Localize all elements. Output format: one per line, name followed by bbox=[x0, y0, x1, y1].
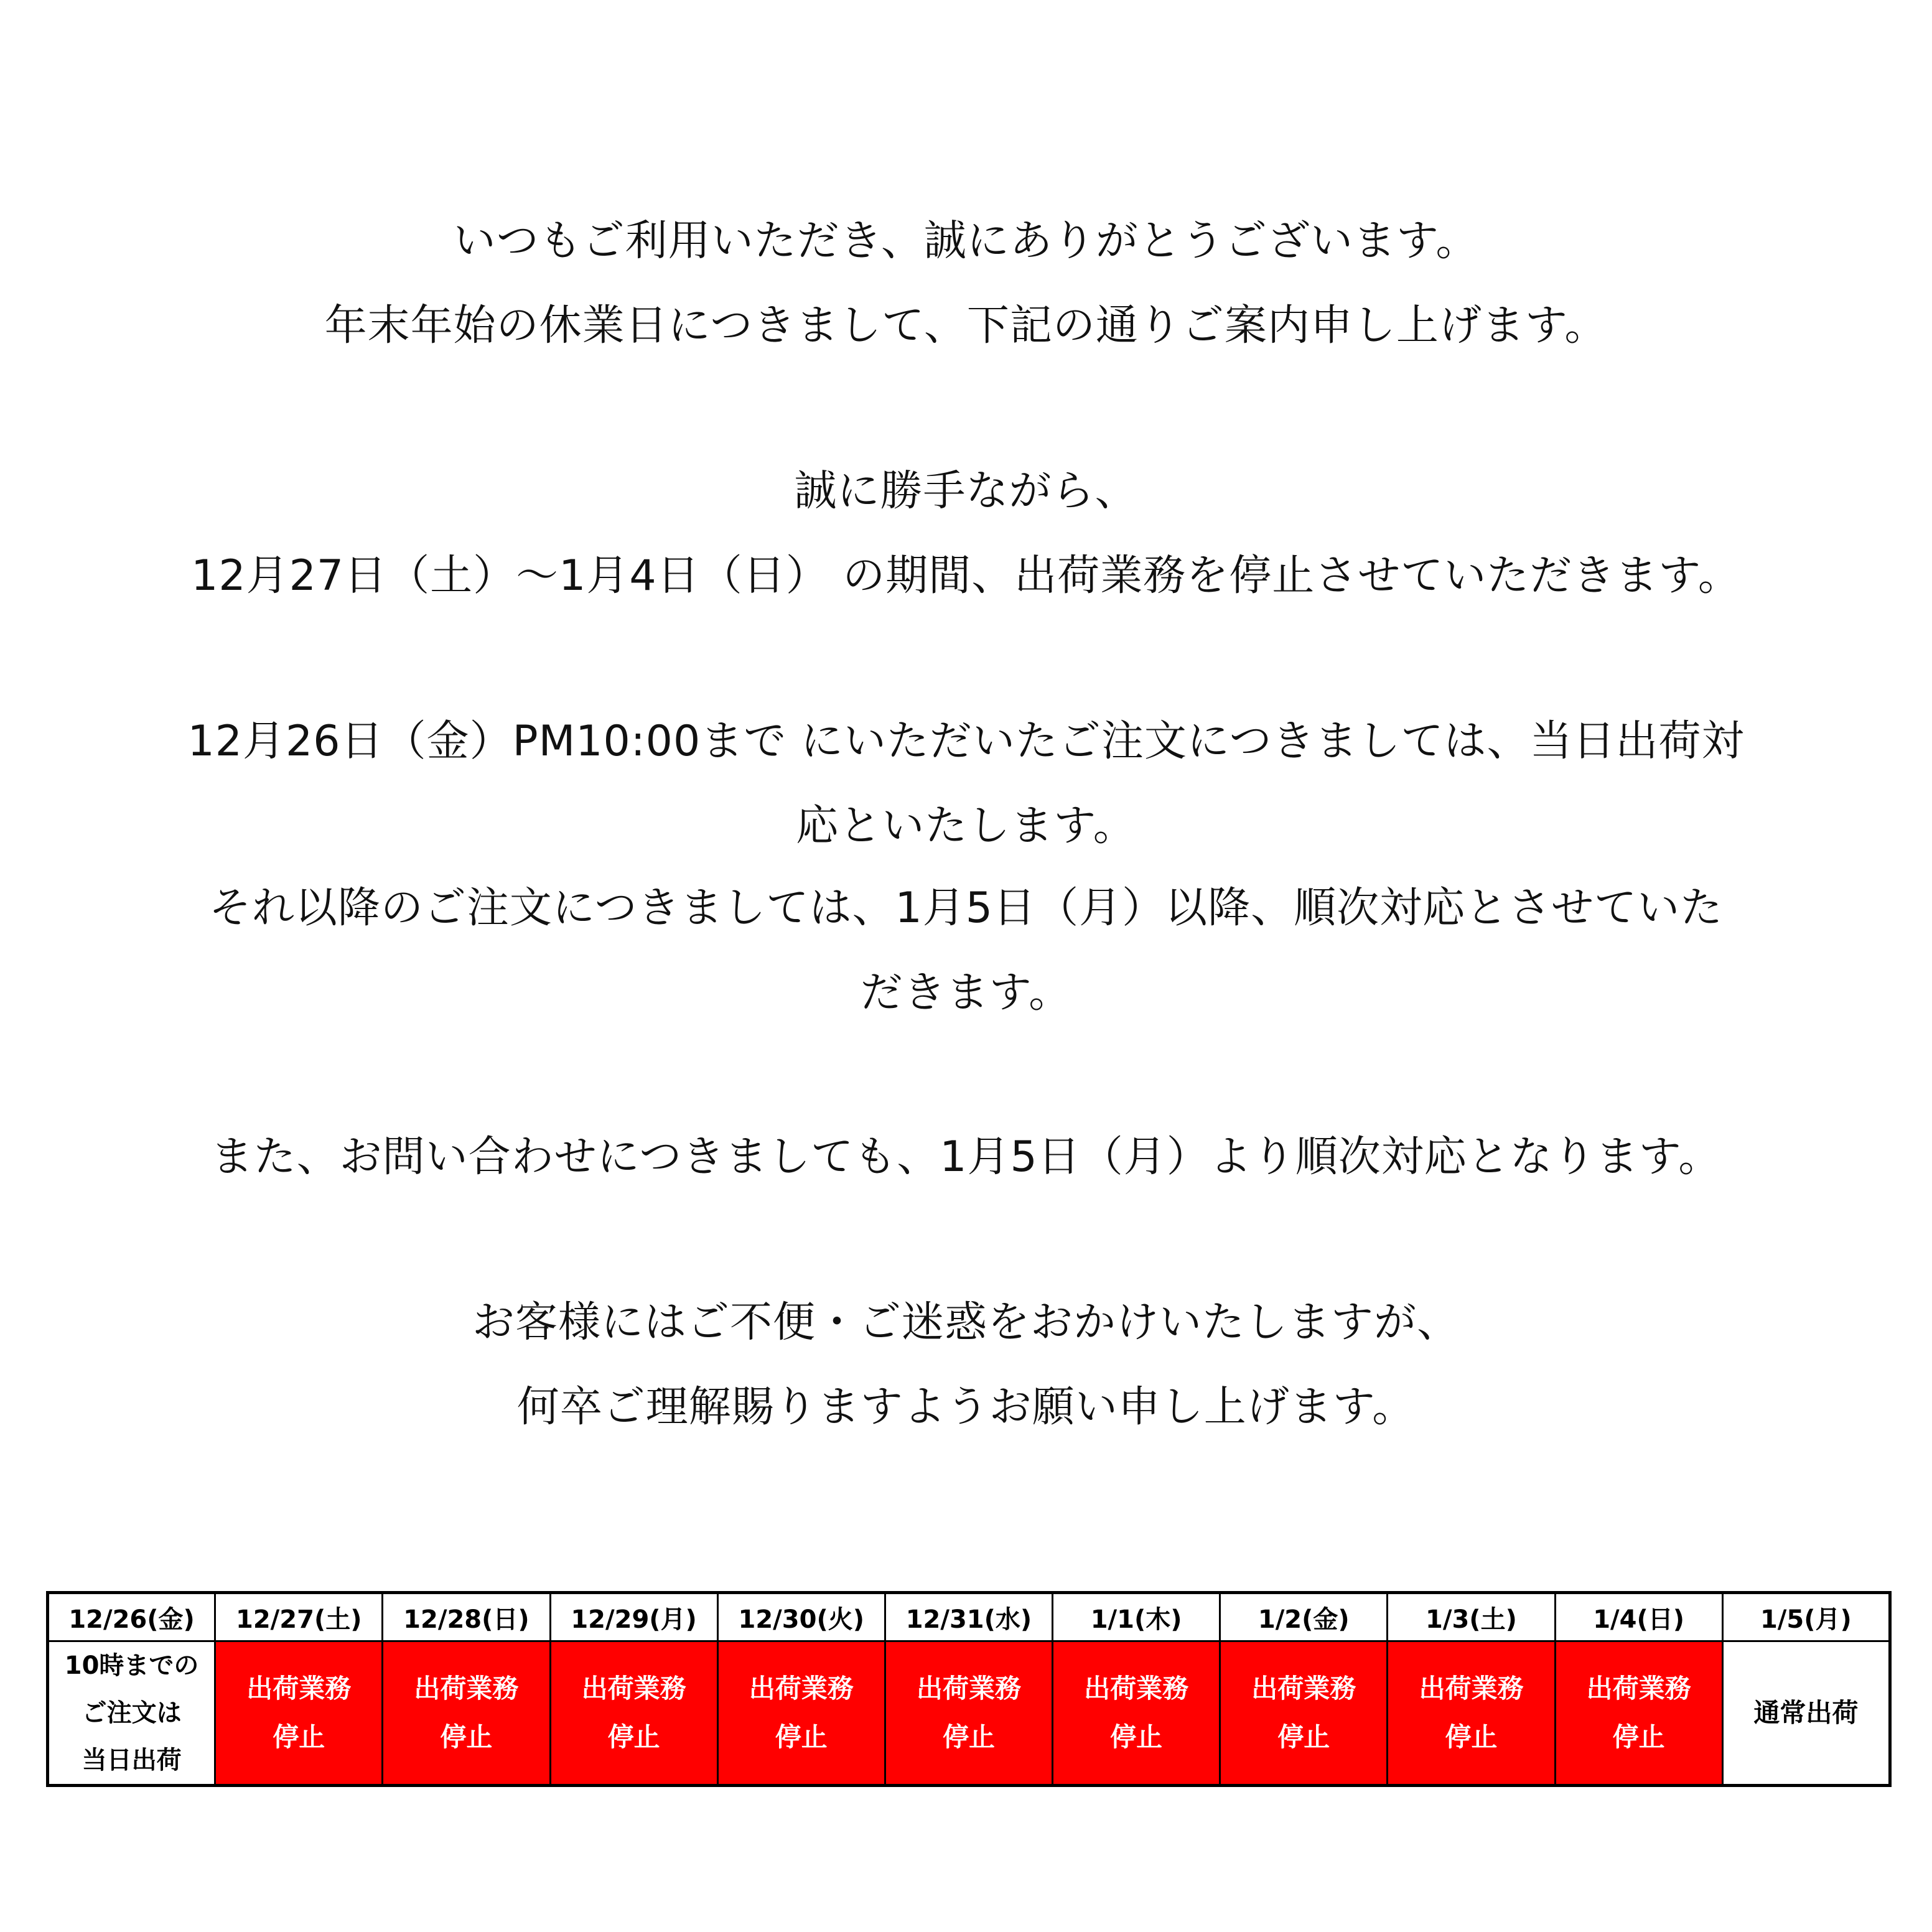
date-header: 1/4(日) bbox=[1555, 1593, 1722, 1641]
date-header: 1/1(木) bbox=[1053, 1593, 1220, 1641]
status-cell-normal: 通常出荷 bbox=[1722, 1641, 1890, 1786]
apology-line: 誠に勝手ながら、 bbox=[794, 467, 1138, 516]
status-cell-same-day: 10時までの ご注文は 当日出荷 bbox=[48, 1641, 215, 1786]
date-header: 1/2(金) bbox=[1220, 1593, 1388, 1641]
inquiry-line: また、お問い合わせにつきましても、1月5日（月）より順次対応となります。 bbox=[210, 1132, 1722, 1182]
date-header: 12/30(火) bbox=[717, 1593, 885, 1641]
date-header: 12/31(水) bbox=[885, 1593, 1052, 1641]
after-orders-line-1: それ以降のご注文につきましては、1月5日（月）以降、順次対応とさせていた bbox=[208, 884, 1724, 933]
closing-line: 何卒ご理解賜りますようお願い申し上げます。 bbox=[516, 1383, 1416, 1432]
status-cell-stopped: 出荷業務 停止 bbox=[885, 1641, 1052, 1786]
intro-line: 年末年始の休業日につきまして、下記の通りご案内申し上げます。 bbox=[324, 301, 1608, 350]
date-header: 1/3(土) bbox=[1388, 1593, 1555, 1641]
status-cell-stopped: 出荷業務 停止 bbox=[1388, 1641, 1555, 1786]
same-day-line-1: 12月26日（金）PM10:00まで にいただいたご注文につきましては、当日出荷対 bbox=[187, 717, 1745, 766]
status-cell-stopped: 出荷業務 停止 bbox=[383, 1641, 550, 1786]
date-header: 1/5(月) bbox=[1722, 1593, 1890, 1641]
status-cell-stopped: 出荷業務 停止 bbox=[550, 1641, 717, 1786]
same-day-line-2: 応といたします。 bbox=[796, 801, 1136, 851]
inconvenience-line: お客様にはご不便・ご迷惑をおかけいたしますが、 bbox=[472, 1298, 1460, 1347]
after-orders-line-2: だきます。 bbox=[860, 968, 1072, 1017]
closure-period-line: 12月27日（土）～1月4日（日） の期間、出荷業務を停止させていただきます。 bbox=[191, 551, 1741, 600]
status-cell-stopped: 出荷業務 停止 bbox=[1555, 1641, 1722, 1786]
status-cell-stopped: 出荷業務 停止 bbox=[1053, 1641, 1220, 1786]
status-cell-stopped: 出荷業務 停止 bbox=[1220, 1641, 1388, 1786]
schedule-header-row bbox=[48, 1593, 1890, 1641]
date-header: 12/26(金) bbox=[48, 1593, 215, 1641]
date-header: 12/27(土) bbox=[215, 1593, 383, 1641]
greeting-line: いつもご利用いただき、誠にありがとうございます。 bbox=[453, 217, 1479, 266]
date-header: 12/28(日) bbox=[383, 1593, 550, 1641]
shipping-schedule-table bbox=[46, 1591, 1892, 1787]
status-cell-stopped: 出荷業務 停止 bbox=[215, 1641, 383, 1786]
schedule-status-row bbox=[48, 1641, 1890, 1786]
date-header: 12/29(月) bbox=[550, 1593, 717, 1641]
status-cell-stopped: 出荷業務 停止 bbox=[717, 1641, 885, 1786]
